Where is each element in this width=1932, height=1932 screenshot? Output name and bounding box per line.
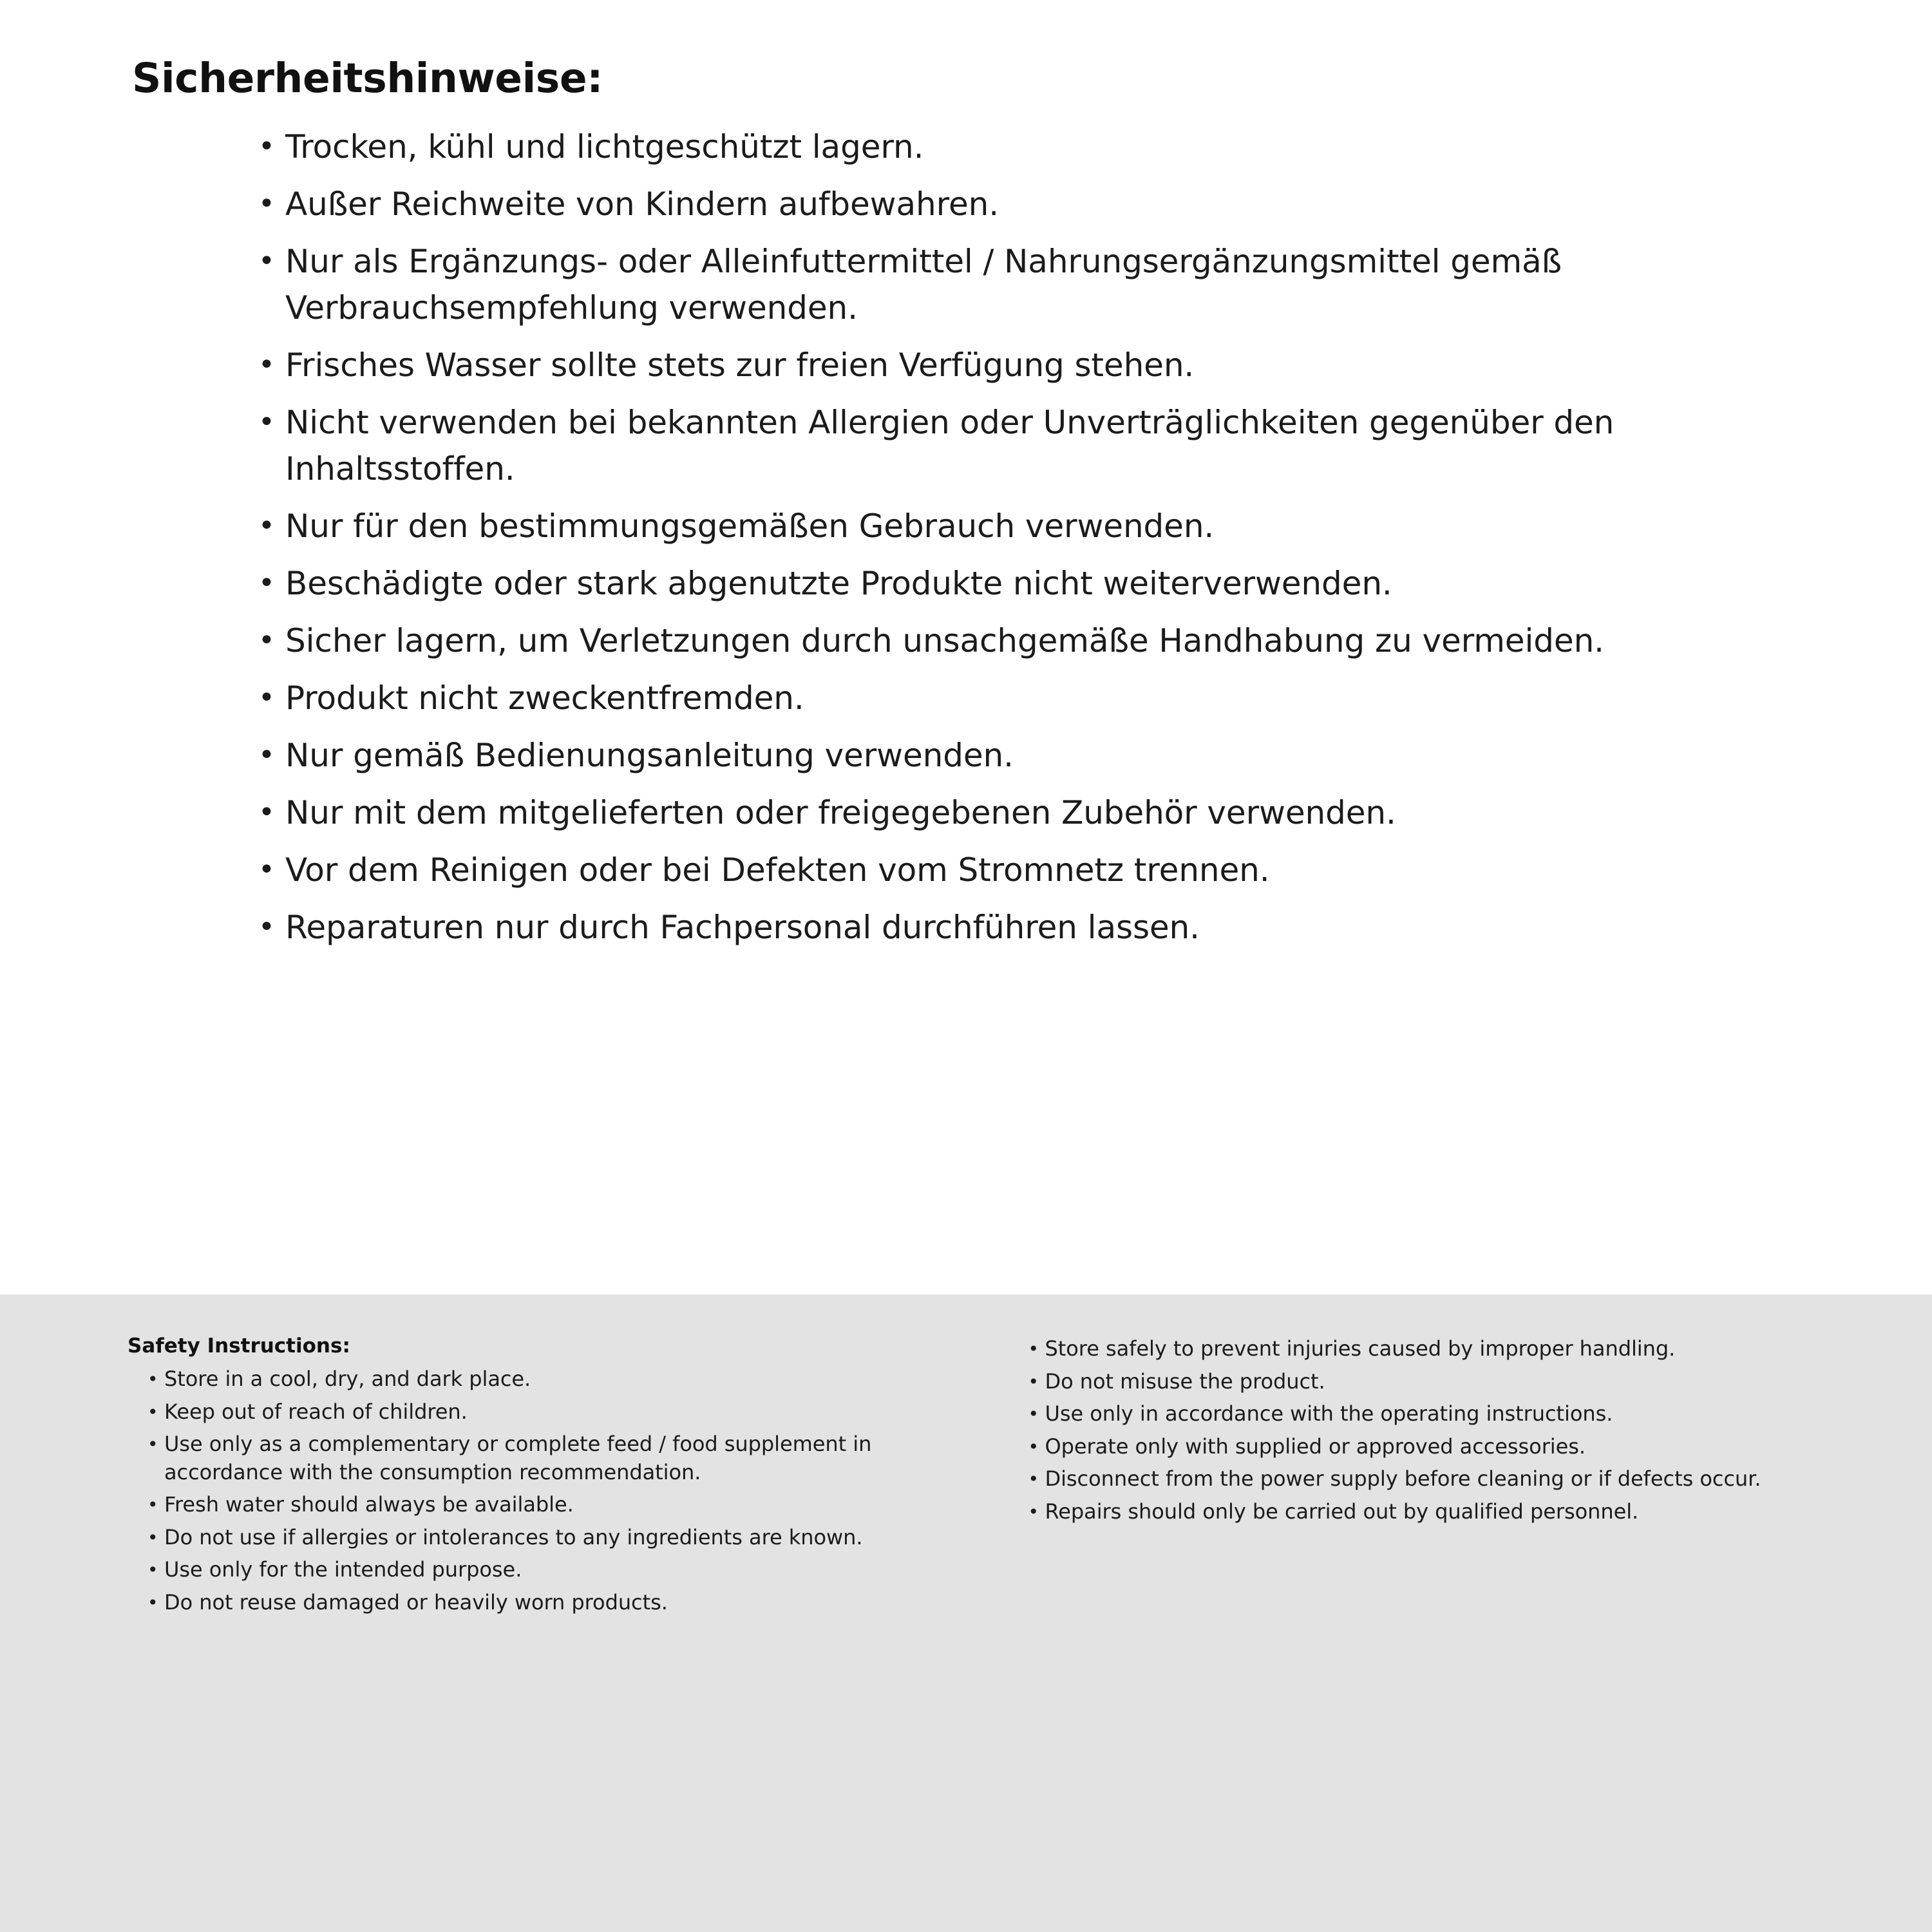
bullet-icon: •	[147, 1526, 158, 1548]
bullet-icon: •	[258, 681, 275, 714]
list-item-text: Do not misuse the product.	[1045, 1368, 1325, 1394]
list-item-text: Use only in accordance with the operating instructions.	[1045, 1401, 1613, 1426]
list-item-text: Nicht verwenden bei bekannten Allergien oder Unverträglichkeiten gegenüber den Inhaltsstoffen.	[285, 404, 1615, 488]
list-item-text: Vor dem Reinigen oder bei Defekten vom Stromnetz trennen.	[285, 851, 1270, 889]
list-item-text: Nur gemäß Bedienungsanleitung verwenden.	[285, 737, 1014, 774]
bullet-icon: •	[258, 567, 275, 600]
bullet-icon: •	[258, 187, 275, 220]
list-item	[147, 1589, 942, 1617]
list-item-text: Repairs should only be carried out by qualified personnel.	[1045, 1499, 1639, 1524]
bullet-icon: •	[258, 245, 275, 278]
list-item	[1028, 1335, 1823, 1363]
bullet-icon: •	[258, 796, 275, 829]
bullet-icon: •	[258, 853, 275, 886]
list-item-text: Außer Reichweite von Kindern aufbewahren.	[285, 185, 999, 223]
english-safety-list-right	[1007, 1335, 1823, 1526]
bullet-icon: •	[147, 1401, 158, 1423]
list-item	[1028, 1465, 1823, 1493]
list-item	[258, 904, 1835, 951]
english-section-title: Safety Instructions:	[128, 1334, 350, 1358]
list-item	[147, 1365, 942, 1394]
english-columns	[126, 1334, 1823, 1621]
bullet-icon: •	[1028, 1501, 1039, 1522]
german-safety-list	[126, 124, 1835, 951]
list-item	[147, 1398, 942, 1426]
list-item	[258, 238, 1835, 331]
list-item	[1028, 1498, 1823, 1526]
list-item-text: Store in a cool, dry, and dark place.	[164, 1367, 531, 1391]
english-safety-section	[0, 1294, 1932, 1932]
bullet-icon: •	[147, 1591, 158, 1613]
bullet-icon: •	[258, 739, 275, 772]
list-item-text: Use only for the intended purpose.	[164, 1557, 522, 1582]
list-item-text: Keep out of reach of children.	[164, 1399, 468, 1424]
list-item-text: Nur mit dem mitgelieferten oder freigegebenen Zubehör verwenden.	[285, 794, 1396, 831]
bullet-icon: •	[258, 348, 275, 381]
list-item	[258, 342, 1835, 388]
bullet-icon: •	[258, 911, 275, 943]
list-item	[258, 503, 1835, 549]
bullet-icon: •	[147, 1434, 158, 1455]
list-item	[147, 1430, 942, 1486]
list-item	[1028, 1368, 1823, 1396]
list-item-text: Reparaturen nur durch Fachpersonal durchführen lassen.	[285, 909, 1200, 946]
list-item-text: Sicher lagern, um Verletzungen durch unsachgemäße Handhabung zu vermeiden.	[285, 622, 1604, 659]
bullet-icon: •	[1028, 1403, 1039, 1425]
bullet-icon: •	[147, 1368, 158, 1390]
list-item-text: Beschädigte oder stark abgenutzte Produkte nicht weiterverwenden.	[285, 565, 1392, 602]
english-column-left	[126, 1334, 942, 1621]
list-item-text: Do not reuse damaged or heavily worn products.	[164, 1589, 668, 1615]
list-item	[258, 560, 1835, 607]
english-column-right	[1007, 1334, 1823, 1530]
list-item	[258, 124, 1835, 170]
list-item	[1028, 1433, 1823, 1461]
list-item	[147, 1524, 942, 1552]
list-item-text: Store safely to prevent injuries caused by improper handling.	[1045, 1336, 1676, 1361]
list-item-text: Produkt nicht zweckentfremden.	[285, 679, 804, 717]
list-item-text: Frisches Wasser sollte stets zur freien Verfügung stehen.	[285, 346, 1195, 384]
bullet-icon: •	[1028, 1370, 1039, 1392]
list-item-text: Disconnect from the power supply before cleaning or if defects occur.	[1045, 1466, 1761, 1492]
list-item	[258, 790, 1835, 836]
bullet-icon: •	[1028, 1468, 1039, 1490]
german-section-title: Sicherheitshinweise:	[132, 55, 603, 102]
bullet-icon: •	[147, 1494, 158, 1516]
list-item-text: Nur als Ergänzungs- oder Alleinfuttermittel / Nahrungsergänzungsmittel gemäß Verbrauchsempfehlung verwenden.	[285, 243, 1562, 327]
list-item	[258, 847, 1835, 893]
list-item-text: Trocken, kühl und lichtgeschützt lagern.	[285, 128, 924, 166]
bullet-icon: •	[258, 624, 275, 657]
bullet-icon: •	[258, 406, 275, 439]
list-item	[147, 1491, 942, 1519]
list-item	[147, 1556, 942, 1584]
list-item-text: Fresh water should always be available.	[164, 1492, 574, 1517]
list-item	[258, 732, 1835, 779]
bullet-icon: •	[147, 1559, 158, 1581]
list-item-text: Use only as a complementary or complete feed / food supplement in accordance with the consumption recommendation.	[164, 1432, 872, 1484]
bullet-icon: •	[1028, 1435, 1039, 1457]
list-item	[258, 181, 1835, 227]
list-item-text: Operate only with supplied or approved accessories.	[1045, 1434, 1586, 1459]
list-item	[1028, 1400, 1823, 1428]
bullet-icon: •	[258, 509, 275, 542]
list-item-text: Nur für den bestimmungsgemäßen Gebrauch verwenden.	[285, 507, 1215, 545]
list-item	[258, 618, 1835, 664]
list-item	[258, 675, 1835, 721]
list-item-text: Do not use if allergies or intolerances to any ingredients are known.	[164, 1524, 863, 1549]
bullet-icon: •	[258, 130, 275, 163]
list-item	[258, 399, 1835, 492]
bullet-icon: •	[1028, 1338, 1039, 1359]
english-safety-list-left	[126, 1365, 942, 1616]
